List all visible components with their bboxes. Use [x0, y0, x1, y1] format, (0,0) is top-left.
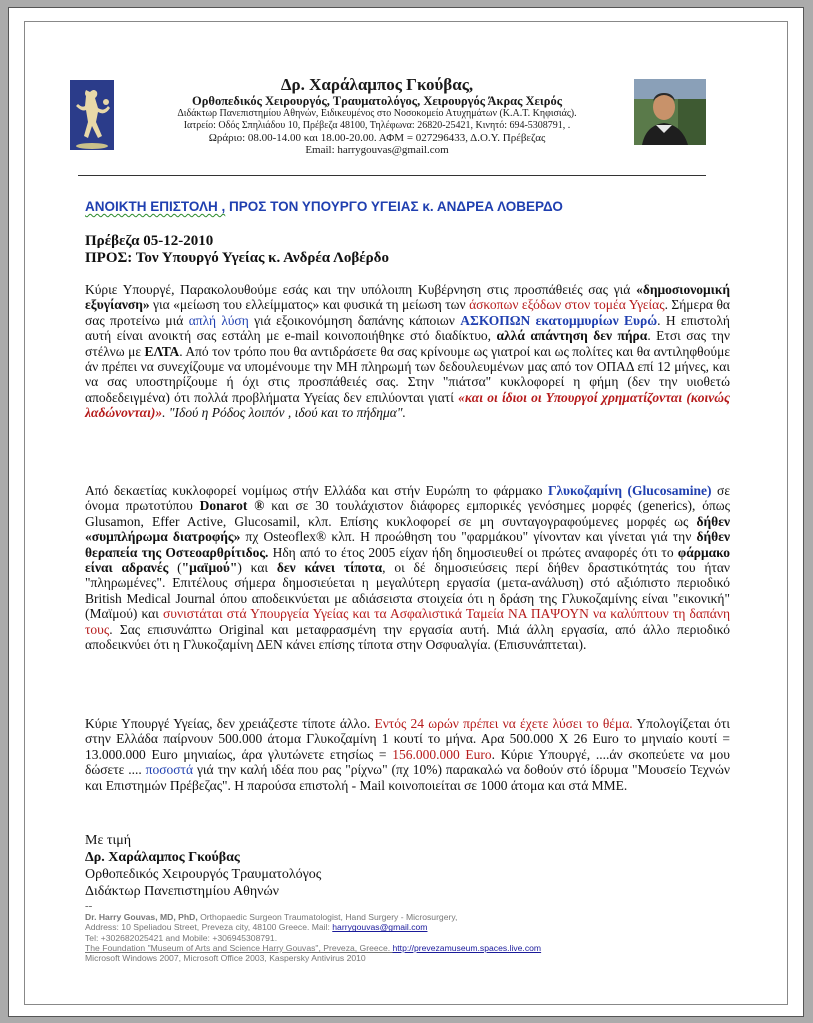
footer-foundation: The Foundation "Museum of Arts and Science Harry Gouvas", Preveza, Greece. [85, 942, 393, 953]
signature-title-1: Ορθοπεδικός Χειρουργός Τραυματολόγος [85, 867, 322, 882]
p1-text: . Ετσι σας την στέλνω με [85, 328, 730, 359]
p2-text: ) και [237, 560, 277, 576]
p2-bold-supplement: δήθεν «συμπλήρωμα διατροφής» [85, 513, 730, 545]
p3-red-deadline: Εντός 24 ωρών πρέπει να έχετε λύσει το θέμα. [374, 716, 633, 731]
doctor-photo [634, 79, 706, 145]
p1-text: για «μείωση του ελλείμματος» και φυσικά τη μείωση των [149, 297, 470, 313]
p2-text: Ηδη από το έτος 2005 είχαν ήδη δημοσιευθεί οι πρώτες αναφορές ότι το [268, 544, 678, 560]
doctor-name: Δρ. Χαράλαμπος Γκούβας, [280, 75, 474, 94]
p1-text: . Σήμερα θα σας προτείνω μιά [85, 297, 730, 328]
p3-text: . Κύριε Υπουργέ, ....άν σκοπεύετε να μου δώσετε .... [85, 746, 730, 778]
email-footer [85, 912, 685, 963]
footer-software: Microsoft Windows 2007, Microsoft Office 2003, Kaspersky Antivirus 2010 [85, 953, 366, 964]
p1-bold-fiscal: «δημοσιονομική εξυγίανση» [85, 282, 730, 313]
p2-bold-glucosamine: Γλυκοζαμίνη (Glucosamine) [547, 483, 712, 498]
footer-name: Dr. Harry Gouvas, MD, PhD, [85, 912, 198, 922]
p1-text: . Από τον τρόπο που θα αντιδράσετε θα σας κρίνουμε ως γιατροί και ως πολίτες και θα αντιληφθούμε άν πρέπει να συνεχίζουμε να υπομένουμε την ΜΗ πληρωμή των δεδουλευμένων μας από τον ΟΠΑΔ επί 12 μήνες, και να σας υποστηρίζουμε ή όχι στις προσπάθειές σας. Στην "πιάτσα" κυκλοφορεί η φήμη (δεν την υιοθετώ αποδεδειγμένα) ότι πολλά προβλήματα Υγείας δεν επιλύονται γιατί [85, 343, 730, 405]
p2-text: . Σας επισυνάπτω Original και μεταφρασμένη την εργασία αυτή. Μιά άλλη εργασία, από άλλο περιοδικό αποδεικνύει ότι η Γλυκοζαμίνη ΔΕΝ κάνει επίσης τίποτα στην Οσφυαλγία. (Επισυνάπτεται). [85, 621, 730, 653]
p3-text: Υπολογίζεται ότι στην Ελλάδα παίρνουν 500.000 άτομα Γλυκοζαμίνη 1 κουτί το μήνα. Αρα 500.000 Χ 26 Euro το μηνιαίο κουτί = 13.000.000 Euro μηνιαίως, άρα γλυτώνετε ετησίως = [85, 716, 731, 762]
footer-address: Address: 10 Speliadou Street, Preveza city, 48100 Greece. Mail: [85, 922, 333, 933]
p2-text: ( [168, 560, 182, 576]
footer-mail-link[interactable]: harrygouvas@gmail.com [332, 922, 428, 933]
clinic-address: Ιατρείο: Οδός Σπηλιάδου 10, Πρέβεζα 48100, Τηλέφωνα: 26820-25421, Κινητό: 694-5308791, . [183, 120, 571, 131]
p3-text: Κύριε Υπουργέ Υγείας, δεν χρειάζεστε τίποτε άλλο. [85, 716, 375, 731]
paragraph-3 [85, 716, 730, 793]
p1-text: γιά εξοικονόμηση δαπάνης κάποιων [248, 312, 461, 328]
p2-bold-donarot: Donarot ® [199, 498, 265, 514]
clinic-hours: Ωράριο: 08.00-14.00 και 18.00-20.00. ΑΦΜ = 027296433, Δ.Ο.Υ. Πρέβεζας [208, 132, 546, 144]
p1-blue-solution: απλή λύση [188, 312, 249, 328]
signature-closing: Με τιμή [85, 833, 132, 848]
p1-text: Κύριε Υπουργέ, Παρακολουθούμε εσάς και την υπόλοιπη Κυβέρνηση στις προσπάθειές σας γιά [85, 282, 637, 297]
letter-date: Πρέβεζα 05-12-2010 [85, 233, 214, 249]
p1-italic-rhodes: . "Ιδού η Ρόδος λοιπόν , ιδού και το πήδημα". [162, 405, 406, 421]
p1-text: . Η επιστολή αυτή είναι ανοικτή σας εστάλη με e-mail κοινοποιήθηκε στό διαδίκτυο, [85, 312, 730, 344]
footer-foundation-link[interactable]: http://prevezamuseum.spaces.live.com [392, 942, 542, 953]
p2-text: σε όνομα πρωτοτύπου [85, 483, 731, 514]
footer-profession: Orthopaedic Surgeon Traumatologist, Hand Surgery - Microsurgery, [197, 912, 458, 922]
p2-bold-therapy: δήθεν θεραπεία της Οστεοαρθρίτιδος. [85, 529, 730, 560]
date-recipient-block [85, 233, 389, 267]
doctor-credentials: Διδάκτωρ Πανεπιστημίου Αθηνών, Ειδικευμένος στο Νοσοκομείο Ατυχημάτων (Κ.Α.Τ. Κηφισιάς). [177, 108, 577, 119]
p2-bold-fake: "μαϊμού" [181, 560, 238, 576]
p2-text: Από δεκαετίας κυκλοφορεί νομίμως στήν Ελλάδα και στήν Ευρώπη το φάρμακο [85, 483, 548, 498]
p3-red-amount: 156.000.000 Euro [392, 746, 492, 762]
clinic-email: Email: harrygouvas@gmail.com [305, 144, 449, 156]
p2-bold-nothing: δεν κάνει τίποτα [276, 560, 383, 576]
paragraph-1 [85, 282, 730, 421]
title-part-2: ΠΡΟΣ ΤΟΝ ΥΠΟΥΡΓΟ ΥΓΕΙΑΣ κ. ΑΝΔΡΕΑ ΛΟΒΕΡΔΟ [225, 199, 563, 214]
doctor-specialty: Ορθοπεδικός Χειρουργός, Τραυματολόγος, Χειρουργός Άκρας Χειρός [192, 94, 562, 108]
p2-text: και σε 30 τουλάχιστον διάφορες εμπορικές γενόσημες μορφές (generics), όπως Glusamon, Effer Active, Glucosamil, κλπ. Επίσης κυκλοφορεί σε μη συνταγογραφούμενες μορφές ως [85, 498, 731, 529]
footer-tel: Tel: +302682025421 and Mobile: +306945308791. [85, 932, 278, 943]
signature-name: Δρ. Χαράλαμπος Γκούβας [85, 850, 240, 865]
p2-red-recommendation: συνιστάται στά Υπουργεία Υγείας και τα Ασφαλιστικά Ταμεία ΝΑ ΠΑΨΟΥΝ να καλύπτουν τη δαπάνη τους [85, 606, 731, 637]
p2-text: πχ Osteoflex® κλπ. Η προώθηση του "φαρμάκου" γίνονταν και γίνεται γιά την [240, 529, 697, 545]
signature-title-2: Διδάκτωρ Πανεπιστημίου Αθηνών [85, 884, 280, 899]
title-part-1: ΑΝΟΙΚΤΗ ΕΠΙΣΤΟΛΗ , [85, 199, 226, 214]
letterhead-divider [78, 175, 706, 176]
footer-separator: -- [85, 900, 93, 912]
letter-title [85, 199, 563, 214]
letterhead-text [122, 76, 632, 157]
p2-text: , οι δέ δημοσιεύσεις περί δήθεν δραστικότητάς του ήταν "πληρωμένες". Επιτέλους σήμερα δημοσιεύεται η μεγαλύτερη εργασία (μετα-ανάλυση) στό αξιόπιστο περιοδικό British Medical Journal όπου αποδεικνύεται με αδιάσειστα στοιχεία ότι η δράση της Γλυκοζαμίνης είναι "εικονική" (Μαϊμού) και [85, 560, 730, 622]
p1-bold-no-reply: αλλά απάντηση δεν πήρα [496, 328, 648, 344]
letterhead [70, 76, 706, 172]
p3-text: γιά την καλή ιδέα που ρας "ρίχνω" (πχ 10%) παρακαλώ να δοθούν στό ίδρυμα "Μουσείο Τεχνών και Επιστημών Πρέβεζας". Η παρούσα επιστολή - Mail κοινοποιείται σε 1000 άτομα και στά ΜΜΕ. [85, 762, 730, 793]
p3-blue-percentage: ποσοστά [145, 762, 194, 778]
p1-red-expenses: άσκοπων εξόδων στον τομέα Υγείας [469, 297, 665, 313]
p1-red-quote: «και οι ίδιοι οι Υπουργοί χρηματίζονται (κοινώς λαδώνονται)» [85, 389, 730, 421]
p1-bold-elta: ΕΛΤΑ [144, 343, 180, 359]
letter-recipient: ΠΡΟΣ: Τον Υπουργό Υγείας κ. Ανδρέα Λοβέρδο [85, 250, 389, 266]
discobolus-logo [70, 80, 114, 150]
p1-bold-millions: ΑΣΚΟΠΩΝ εκατομμυρίων Ευρώ [460, 312, 658, 328]
signature-block [85, 832, 321, 900]
p2-bold-inert: φάρμακο είναι αδρανές [85, 544, 730, 576]
paragraph-2 [85, 483, 730, 652]
